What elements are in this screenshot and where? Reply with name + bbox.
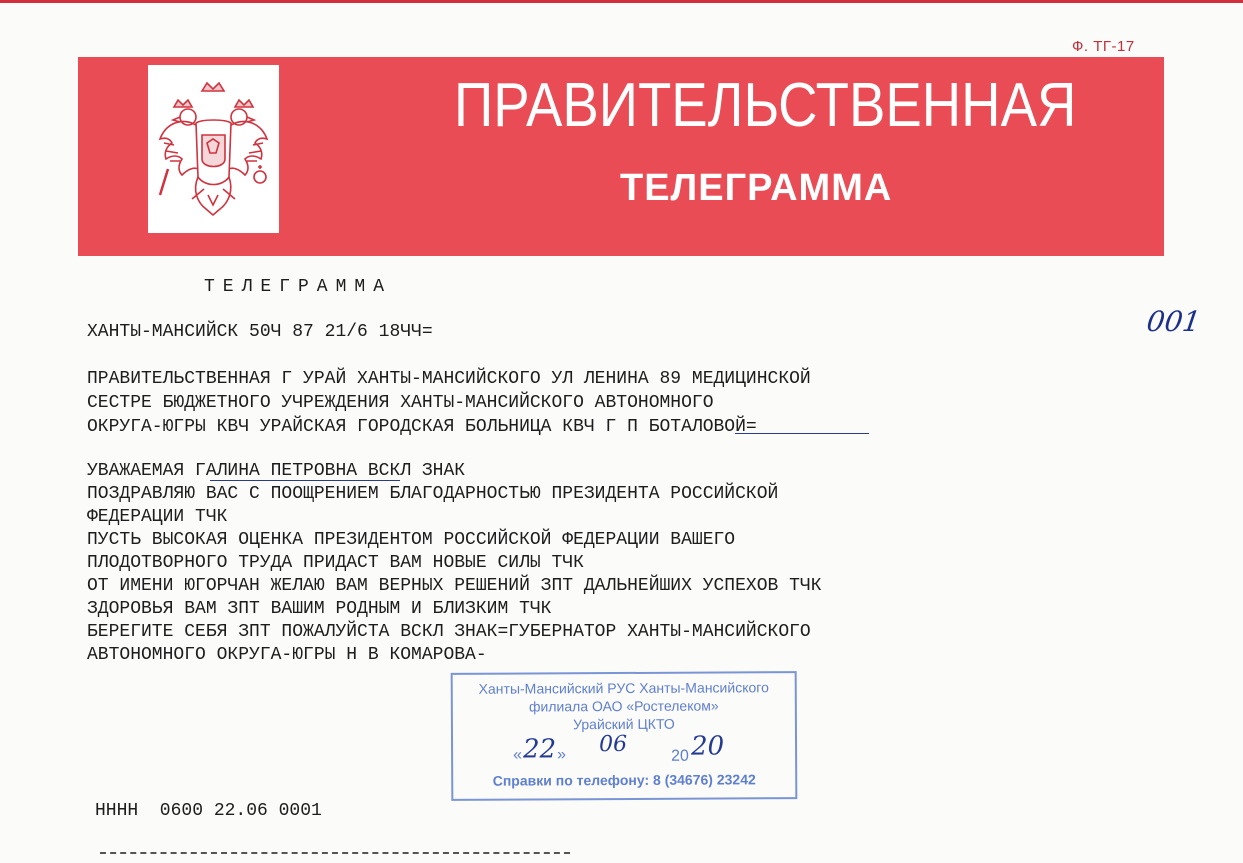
address-line: ОКРУГА-ЮГРЫ КВЧ УРАЙСКАЯ ГОРОДСКАЯ БОЛЬНИЦА КВЧ Г П БОТАЛОВОЙ= — [87, 417, 757, 437]
message-line: ФЕДЕРАЦИИ ТЧК — [87, 507, 228, 527]
stamp-year-prefix: 20 — [671, 747, 689, 765]
stamp-month: 06 — [598, 731, 628, 758]
banner-title: ПРАВИТЕЛЬСТВЕННАЯ — [454, 71, 1077, 140]
stamp-year-suffix: 20 — [690, 731, 725, 762]
address-line: ПРАВИТЕЛЬСТВЕННАЯ Г УРАЙ ХАНТЫ-МАНСИЙСКОГО УЛ ЛЕНИНА 89 МЕДИЦИНСКОЙ — [87, 369, 811, 389]
banner-subtitle: ТЕЛЕГРАММА — [620, 167, 893, 209]
message-line: ПУСТЬ ВЫСОКАЯ ОЦЕНКА ПРЕЗИДЕНТОМ РОССИЙСКОЙ ФЕДЕРАЦИИ ВАШЕГО — [87, 530, 736, 550]
telegram-label: ТЕЛЕГРАММА — [204, 277, 393, 297]
stamp-date: « 22 » 06 20 20 — [513, 731, 725, 765]
telegram-banner — [78, 57, 1164, 256]
stamp-phone-line: Справки по телефону: 8 (34676) 23242 — [492, 771, 756, 789]
origin-line: ХАНТЫ-МАНСИЙСК 50Ч 87 21/6 18ЧЧ= — [87, 322, 433, 342]
emblem-box — [148, 65, 279, 233]
message-line: ЗДОРОВЬЯ ВАМ ЗПТ ВАШИМ РОДНЫМ И БЛИЗКИМ ТЧК — [87, 599, 552, 619]
stamp-line: филиала ОАО «Ростелеком» — [528, 697, 719, 715]
form-code: Ф. ТГ-17 — [1072, 38, 1135, 55]
top-red-rule — [0, 0, 1243, 3]
handwritten-underline — [735, 433, 869, 434]
stamp-line: Урайский ЦКТО — [573, 715, 675, 733]
message-line: БЕРЕГИТЕ СЕБЯ ЗПТ ПОЖАЛУЙСТА ВСКЛ ЗНАК=ГУБЕРНАТОР ХАНТЫ-МАНСИЙСКОГО — [87, 622, 811, 642]
message-line: ОТ ИМЕНИ ЮГОРЧАН ЖЕЛАЮ ВАМ ВЕРНЫХ РЕШЕНИЙ ЗПТ ДАЛЬНЕЙШИХ УСПЕХОВ ТЧК — [87, 576, 822, 596]
handwritten-serial: 001 — [1144, 305, 1203, 338]
stamp-day: 22 — [522, 734, 557, 765]
office-stamp — [451, 671, 798, 801]
message-line: УВАЖАЕМАЯ ГАЛИНА ПЕТРОВНА ВСКЛ ЗНАК — [87, 461, 466, 481]
coat-of-arms-emblem-icon — [152, 77, 275, 223]
handwritten-underline — [210, 480, 400, 481]
stamp-line: Ханты-Мансийский РУС Ханты-Мансийского — [478, 679, 769, 697]
footer-service-line: НННН 0600 22.06 0001 — [95, 801, 322, 821]
message-line: ПЛОДОТВОРНОГО ТРУДА ПРИДАСТ ВАМ НОВЫЕ СИЛЫ ТЧК — [87, 553, 584, 573]
tear-line — [100, 852, 570, 854]
address-line: СЕСТРЕ БЮДЖЕТНОГО УЧРЕЖДЕНИЯ ХАНТЫ-МАНСИЙСКОГО АВТОНОМНОГО — [87, 393, 714, 413]
message-line: ПОЗДРАВЛЯЮ ВАС С ПООЩРЕНИЕМ БЛАГОДАРНОСТЬЮ ПРЕЗИДЕНТА РОССИЙСКОЙ — [87, 484, 779, 504]
message-line: АВТОНОМНОГО ОКРУГА-ЮГРЫ Н В КОМАРОВА- — [87, 645, 487, 665]
